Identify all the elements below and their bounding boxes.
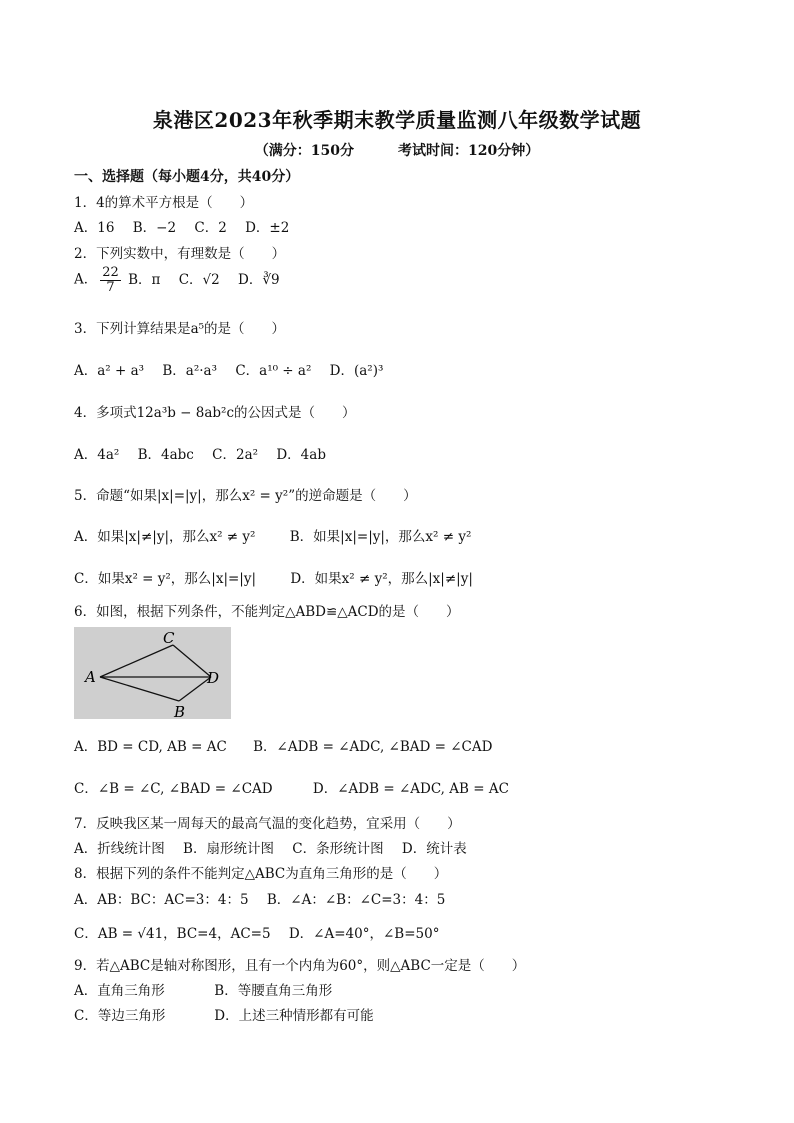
fraction-numerator: 22 — [102, 265, 119, 280]
q2-option-c: C．√2 — [178, 271, 220, 288]
q8-stem: 8．根据下列的条件不能判定△ABC为直角三角形的是（ ） — [74, 866, 448, 882]
q3-option-b: B．a²·a³ — [162, 363, 218, 379]
q3-option-c: C．a¹⁰ ÷ a² — [235, 363, 312, 379]
label-d: D — [207, 669, 220, 687]
q6-option-a: A．BD = CD, AB = AC — [74, 739, 227, 755]
q1-option-a: A．16 — [74, 220, 115, 236]
q3-option-d: D．(a²)³ — [329, 363, 384, 379]
q7-stem: 7．反映我区某一周每天的最高气温的变化趋势，宜采用（ ） — [74, 816, 461, 832]
label-c: C — [163, 629, 175, 647]
q4-option-d: D．4ab — [276, 447, 326, 463]
q5-stem: 5．命题“如果|x|=|y|，那么x² = y²”的逆命题是（ ） — [74, 488, 417, 504]
segment-cd — [173, 645, 211, 677]
q5-option-d: D．如果x² ≠ y²，那么|x|≠|y| — [290, 571, 473, 587]
triangle-diagram — [74, 627, 231, 719]
q2-options — [74, 266, 294, 294]
q9-option-b: B．等腰直角三角形 — [214, 983, 333, 999]
q4-options — [74, 443, 340, 463]
exam-subtitle — [0, 140, 794, 160]
q7-option-d: D．统计表 — [401, 841, 467, 857]
q2-option-d: D．∛9 — [238, 271, 280, 288]
q3-stem: 3．下列计算结果是a⁵的是（ ） — [74, 321, 286, 337]
q7-option-a: A．折线统计图 — [74, 841, 165, 857]
q5-option-c: C．如果x² = y²，那么|x|=|y| — [74, 571, 257, 587]
q6-option-d: D．∠ADB = ∠ADC, AB = AC — [312, 781, 509, 797]
q4-option-a: A．4a² — [74, 447, 120, 463]
q3-option-a: A．a² + a³ — [74, 363, 145, 379]
q5-options-ab — [74, 525, 485, 545]
q9-stem: 9．若△ABC是轴对称图形，且有一个内角为60°，则△ABC一定是（ ） — [74, 958, 526, 974]
exam-title: 泉港区2023年秋季期末教学质量监测八年级数学试题 — [152, 108, 642, 132]
q6-options-ab — [74, 735, 506, 755]
q4-option-c: C．2a² — [212, 447, 259, 463]
q1-option-c: C．2 — [194, 220, 227, 236]
q1-option-b: B．−2 — [132, 220, 177, 236]
q9-option-d: D．上述三种情形都有可能 — [214, 1008, 374, 1024]
q7-option-c: C．条形统计图 — [292, 841, 384, 857]
q1-option-d: D．±2 — [245, 220, 290, 236]
q5-options-cd — [74, 567, 487, 587]
q9-options-ab — [74, 979, 346, 999]
exam-time: 考试时间：120分钟） — [398, 143, 540, 159]
q6-option-b: B．∠ADB = ∠ADC, ∠BAD = ∠CAD — [253, 739, 493, 755]
q4-option-b: B．4abc — [137, 447, 194, 463]
q3-options — [74, 359, 397, 379]
q9-options-cd — [74, 1004, 388, 1024]
q8-option-d: D．∠A=40°，∠B=50° — [288, 926, 440, 942]
segment-ac — [100, 645, 173, 677]
q8-options-cd — [74, 922, 453, 942]
q1-options — [74, 216, 303, 236]
q9-option-c: C．等边三角形 — [74, 1008, 166, 1024]
q8-option-a: A．AB：BC：AC=3：4：5 — [74, 892, 249, 908]
q6-options-cd — [74, 777, 523, 797]
q2-option-a-fraction — [100, 266, 121, 294]
full-score: （满分：150分 — [254, 143, 354, 159]
label-a: A — [85, 668, 96, 686]
q2-option-b: B．π — [128, 271, 161, 288]
q7-option-b: B．扇形统计图 — [183, 841, 274, 857]
section-heading: 一、选择题（每小题4分，共40分） — [74, 169, 300, 185]
q7-options — [74, 837, 481, 857]
triangle-figure — [74, 627, 231, 719]
q5-option-b: B．如果|x|=|y|，那么x² ≠ y² — [289, 529, 472, 545]
q4-stem: 4．多项式12a³b − 8ab²c的公因式是（ ） — [74, 405, 356, 421]
q6-option-c: C．∠B = ∠C, ∠BAD = ∠CAD — [74, 781, 273, 797]
q8-options-ab — [74, 888, 459, 908]
fraction-denominator: 7 — [106, 279, 115, 295]
q9-option-a: A．直角三角形 — [74, 983, 165, 999]
q2-stem: 2．下列实数中，有理数是（ ） — [74, 246, 286, 262]
q6-stem: 6．如图，根据下列条件，不能判定△ABD≌△ACD的是（ ） — [74, 604, 460, 620]
label-b: B — [174, 703, 186, 719]
segment-ab — [100, 677, 179, 701]
q2-option-a-label: A． — [74, 271, 98, 288]
q8-option-c: C．AB = √41，BC=4，AC=5 — [74, 926, 271, 942]
q1-stem: 1．4的算术平方根是（ ） — [74, 195, 254, 211]
q5-option-a: A．如果|x|≠|y|，那么x² ≠ y² — [74, 529, 256, 545]
q8-option-b: B．∠A：∠B：∠C=3：4：5 — [266, 892, 446, 908]
